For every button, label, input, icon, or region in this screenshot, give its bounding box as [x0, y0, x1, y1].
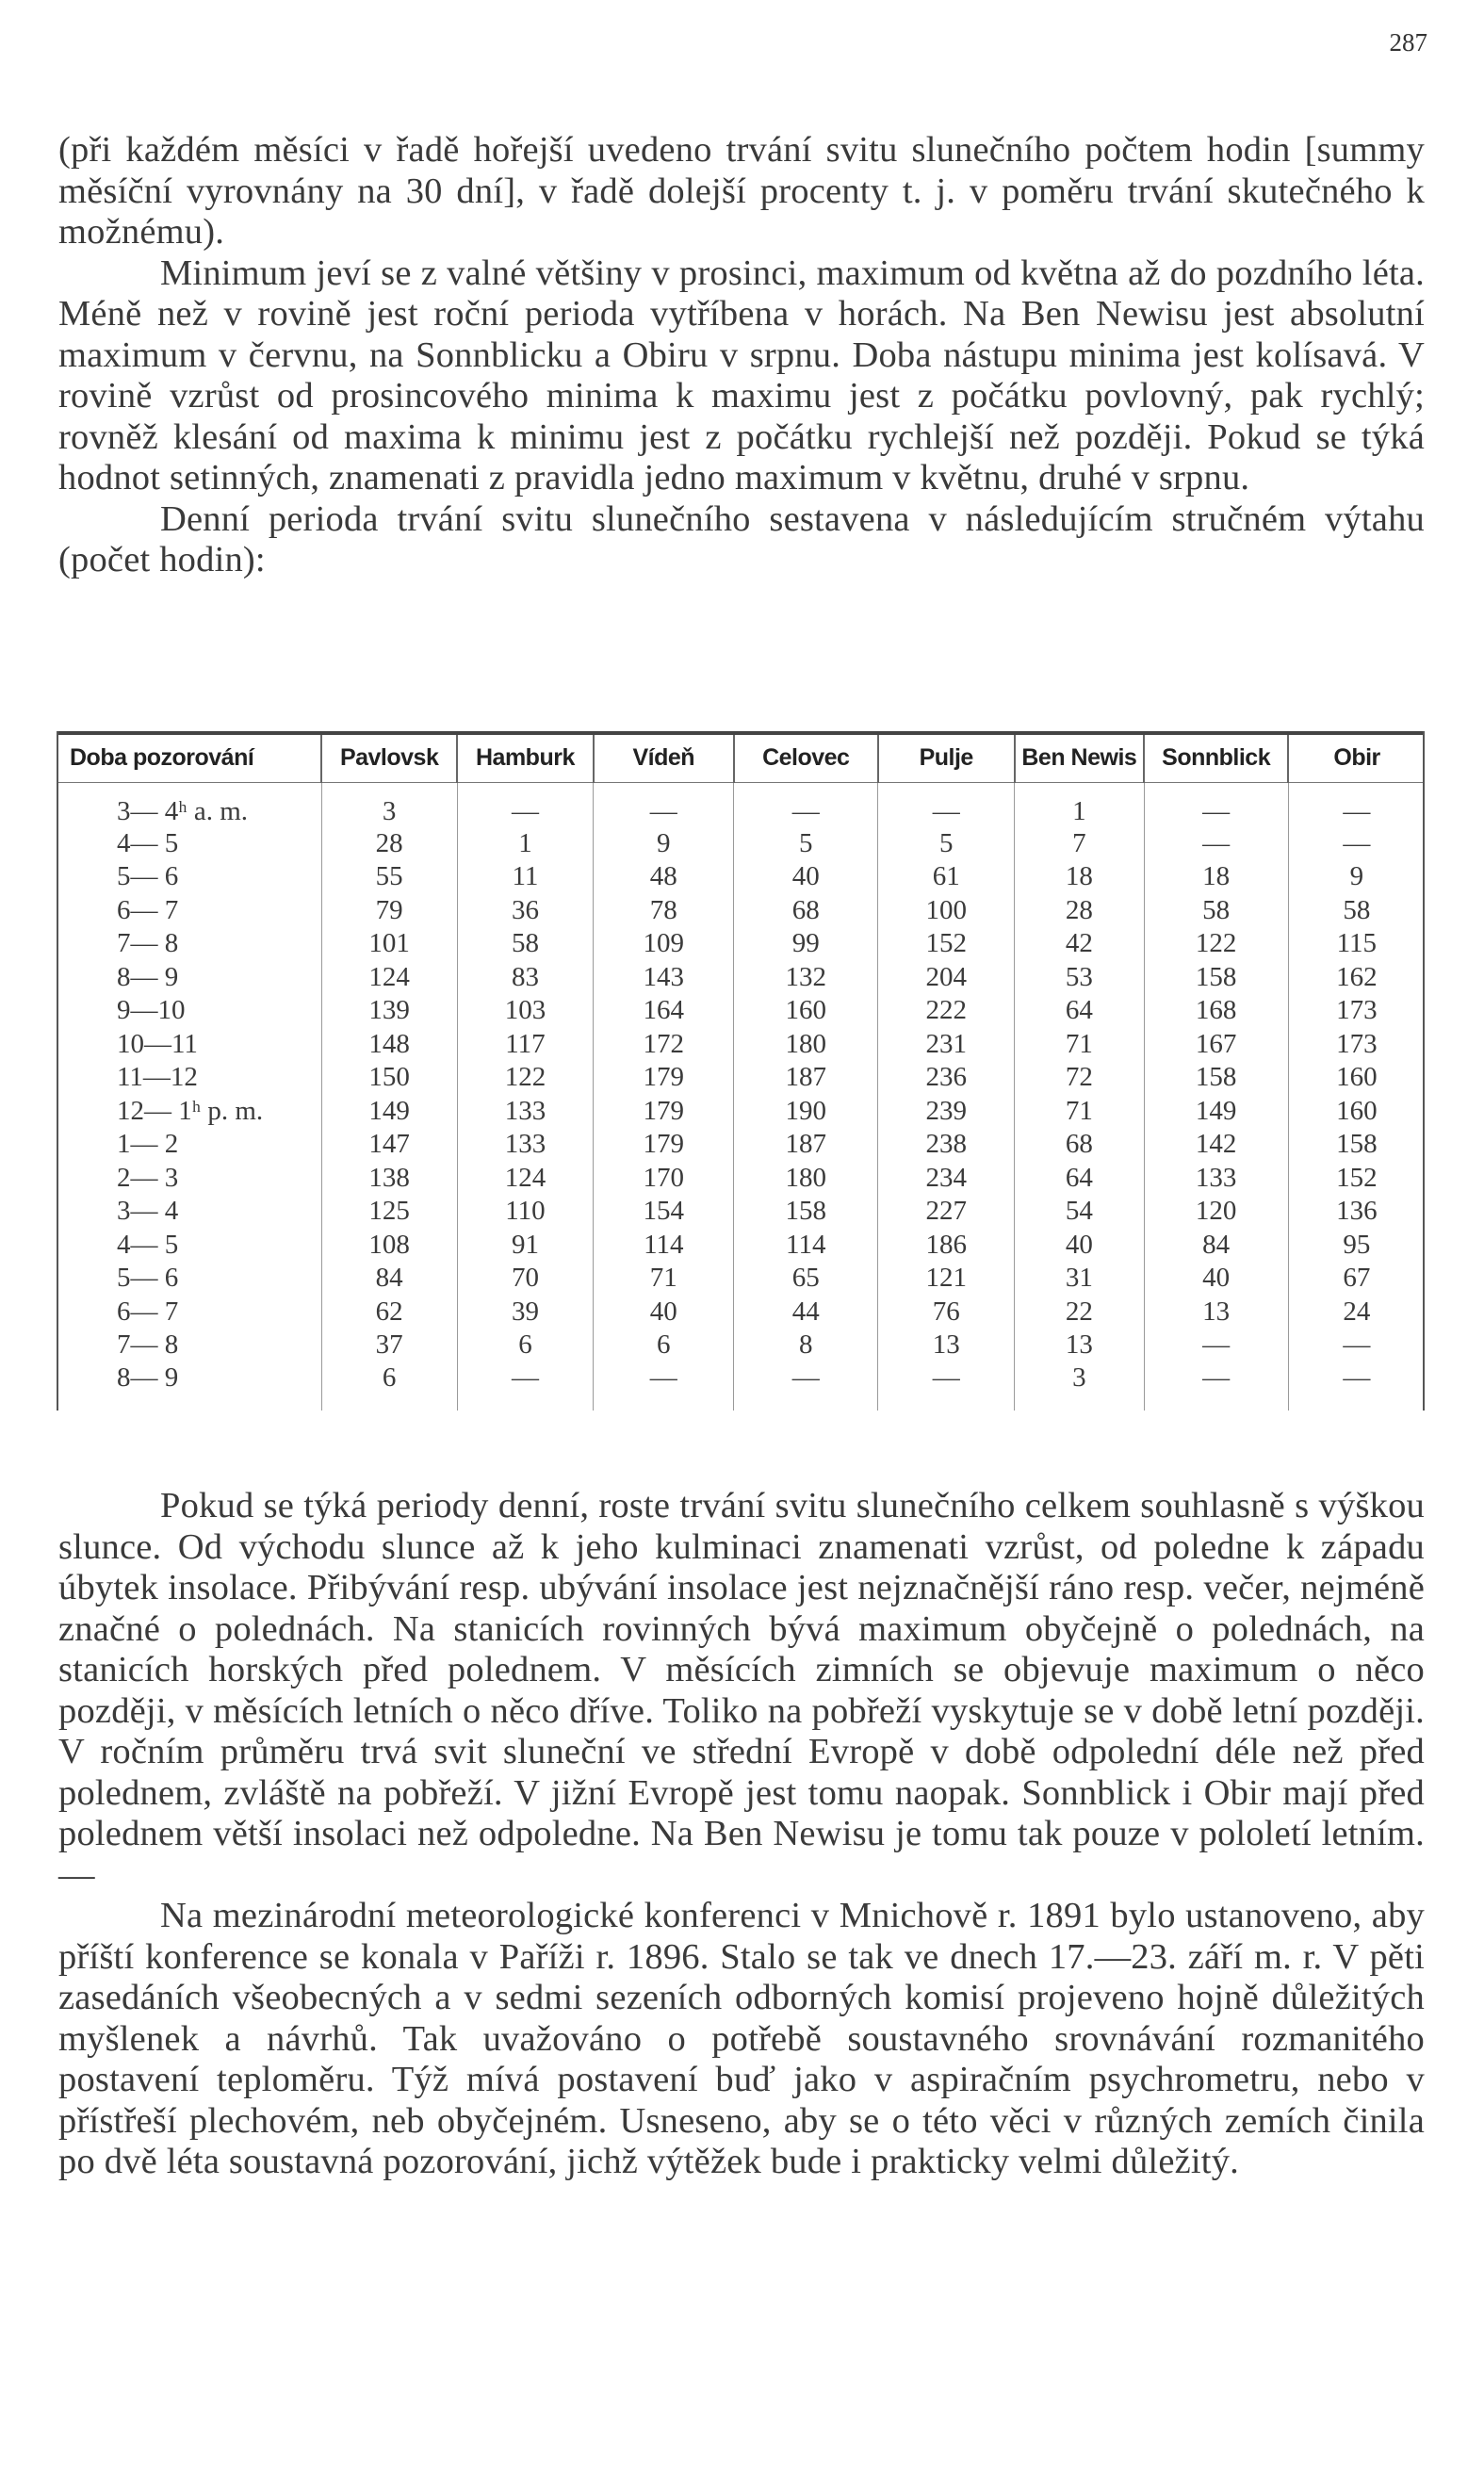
table-cell-value: 64 — [1015, 1162, 1145, 1196]
intro-paragraph-1: (při každém měsíci v řadě hořejší uvedeno trvání svitu slunečního počtem hodin [summy měsíční vyrovnány na 30 dní], v řadě dolejší procenty t. j. v poměru trvání skutečného k možnému). — [58, 130, 1425, 252]
table-cell-value: 122 — [457, 1061, 594, 1095]
table-cell-value: 179 — [594, 1128, 734, 1162]
table-cell-value: 64 — [1015, 994, 1145, 1028]
table-cell-time: 7— 8 — [117, 1329, 179, 1361]
table-cell-value: — — [1144, 1329, 1288, 1362]
table-cell-value: 58 — [1288, 894, 1425, 928]
table-row — [57, 1362, 1425, 1411]
col-header-pulje: Pulje — [878, 733, 1015, 782]
table-cell-value: — — [594, 782, 734, 827]
table-cell-value: 68 — [1015, 1128, 1145, 1162]
table-cell-time: 3— 4 — [117, 1196, 179, 1227]
table-cell-value: 147 — [321, 1128, 457, 1162]
table-cell-value: 48 — [594, 860, 734, 894]
col-header-ben-newis: Ben Newis — [1015, 733, 1145, 782]
outro-text — [58, 1486, 1425, 2183]
table-cell-value: 36 — [457, 894, 594, 928]
table-cell-value: 7 — [1015, 827, 1145, 861]
table-row — [57, 927, 1425, 961]
table-cell-value: 79 — [321, 894, 457, 928]
table-cell-value: — — [457, 1362, 594, 1411]
sunshine-table — [57, 731, 1425, 1411]
table-cell-value: 5 — [878, 827, 1015, 861]
col-header-time: Doba pozorování — [57, 733, 321, 782]
col-header-hamburk: Hamburk — [457, 733, 594, 782]
sunshine-hours-table — [57, 731, 1425, 1411]
table-cell-value: 149 — [1144, 1095, 1288, 1129]
table-cell-value: 238 — [878, 1128, 1015, 1162]
table-body — [57, 782, 1425, 1411]
table-cell-time: 2— 3 — [117, 1162, 179, 1193]
table-cell-value: 13 — [878, 1329, 1015, 1362]
table-cell-value: 162 — [1288, 961, 1425, 995]
table-cell-value: 39 — [457, 1296, 594, 1329]
table-cell-value: 187 — [734, 1061, 878, 1095]
table-cell-value: 9 — [1288, 860, 1425, 894]
table-cell-value: 95 — [1288, 1229, 1425, 1263]
table-cell-value: 58 — [457, 927, 594, 961]
table-cell-value: 13 — [1144, 1296, 1288, 1329]
table-cell-time: 5— 6 — [117, 861, 179, 892]
table-cell-value: 136 — [1288, 1195, 1425, 1229]
table-cell-value: 122 — [1144, 927, 1288, 961]
table-cell-value: 132 — [734, 961, 878, 995]
table-cell-time: 8— 9 — [117, 1362, 179, 1393]
table-right-rule — [1423, 731, 1425, 1411]
table-cell-value: 53 — [1015, 961, 1145, 995]
table-cell-value: 158 — [1144, 961, 1288, 995]
table-cell-value: — — [1144, 1362, 1288, 1411]
table-cell-value: 6 — [594, 1329, 734, 1362]
table-cell-value: 160 — [1288, 1095, 1425, 1129]
table-row — [57, 782, 1425, 827]
table-cell-value: 158 — [1288, 1128, 1425, 1162]
table-cell-value: — — [1144, 782, 1288, 827]
table-row — [57, 894, 1425, 928]
col-header-obir: Obir — [1288, 733, 1425, 782]
table-cell-value: 28 — [1015, 894, 1145, 928]
outro-paragraph-1: Pokud se týká periody denní, roste trvání svitu slunečního celkem souhlasně s výškou slunce. Od východu slunce až k jeho kulminaci znamenati vzrůst, od poledne k západu úbytek insolace. Přibývání resp. ubývání insolace jest nejznačnější ráno resp. večer, nejméně značné o polednách. Na stanicích rovinných bývá maximum obyčejně o polednách, na stanicích horských před polednem. V měsících zimních se objevuje maximum o něco později, v měsících letních o něco dříve. Toliko na pobřeží vyskytuje se v době letní později. V ročním průměru trvá svit sluneční ve střední Evropě v době odpolední déle než před polednem, zvláště na pobřeží. V jižní Evropě jest tomu naopak. Sonnblick i Obir mají před polednem větší insolaci než odpoledne. Na Ben Newisu je tomu tak pouze v pololetí letním. — — [58, 1486, 1425, 1895]
table-row — [57, 1128, 1425, 1162]
table-cell-value: 42 — [1015, 927, 1145, 961]
table-cell-value: 99 — [734, 927, 878, 961]
table-cell-value: 236 — [878, 1061, 1015, 1095]
table-cell-value: 55 — [321, 860, 457, 894]
table-cell-value: 180 — [734, 1162, 878, 1196]
table-row — [57, 1162, 1425, 1196]
table-row — [57, 1195, 1425, 1229]
table-cell-value: 101 — [321, 927, 457, 961]
table-cell-time: 4— 5 — [117, 827, 179, 858]
table-cell-value: 40 — [1015, 1229, 1145, 1263]
table-cell-value: — — [1288, 1329, 1425, 1362]
table-cell-value: — — [734, 1362, 878, 1411]
table-cell-value: 152 — [878, 927, 1015, 961]
table-cell-value: 173 — [1288, 1028, 1425, 1062]
table-cell-value: 11 — [457, 860, 594, 894]
table-cell-value: 108 — [321, 1229, 457, 1263]
table-cell-value: 83 — [457, 961, 594, 995]
table-cell-value: — — [457, 782, 594, 827]
table-cell-time: 10—11 — [117, 1028, 198, 1059]
col-header-pavlovsk: Pavlovsk — [321, 733, 457, 782]
table-row — [57, 1095, 1425, 1129]
table-header-row — [57, 733, 1425, 782]
table-cell-value: 170 — [594, 1162, 734, 1196]
table-cell-value: 40 — [594, 1296, 734, 1329]
table-cell-value: 18 — [1144, 860, 1288, 894]
table-cell-time: 4— 5 — [117, 1229, 179, 1260]
table-cell-value: 139 — [321, 994, 457, 1028]
table-cell-value: 158 — [1144, 1061, 1288, 1095]
table-cell-value: 173 — [1288, 994, 1425, 1028]
table-cell-value: 143 — [594, 961, 734, 995]
table-cell-value: 110 — [457, 1195, 594, 1229]
table-cell-value: — — [1144, 827, 1288, 861]
table-cell-value: 65 — [734, 1262, 878, 1296]
table-cell-value: 133 — [1144, 1162, 1288, 1196]
table-cell-value: 124 — [457, 1162, 594, 1196]
table-cell-value: 70 — [457, 1262, 594, 1296]
table-cell-value: 68 — [734, 894, 878, 928]
table-cell-time: 7— 8 — [117, 928, 179, 959]
table-cell-value: 133 — [457, 1128, 594, 1162]
table-row — [57, 827, 1425, 861]
table-cell-time: 11—12 — [117, 1062, 198, 1093]
table-cell-value: — — [878, 1362, 1015, 1411]
table-cell-value: 114 — [594, 1229, 734, 1263]
table-cell-value: — — [1288, 1362, 1425, 1411]
intro-paragraph-2: Minimum jeví se z valné většiny v prosinci, maximum od května až do pozdního léta. Méně než v rovině jest roční perioda vytříbena v horách. Na Ben Newisu jest absolutní maximum v červnu, na Sonnblicku a Obiru v srpnu. Doba nástupu minima jest kolísavá. V rovině vzrůst od prosincového minima k maximu jest z počátku povlovný, pak rychlý; rovněž klesání od maxima k minimu jest z počátku rychlejší než později. Pokud se týká hodnot setinných, znamenati z pravidla jedno maximum v květnu, druhé v srpnu. — [58, 253, 1425, 497]
table-cell-value: 5 — [734, 827, 878, 861]
table-cell-value: 186 — [878, 1229, 1015, 1263]
table-cell-value: 190 — [734, 1095, 878, 1129]
table-cell-value: — — [594, 1362, 734, 1411]
table-cell-value: 54 — [1015, 1195, 1145, 1229]
table-cell-value: 239 — [878, 1095, 1015, 1129]
table-cell-time: 5— 6 — [117, 1263, 179, 1294]
table-cell-value: 227 — [878, 1195, 1015, 1229]
table-cell-value: 222 — [878, 994, 1015, 1028]
table-cell-value: 1 — [457, 827, 594, 861]
table-cell-value: 22 — [1015, 1296, 1145, 1329]
table-cell-value: 133 — [457, 1095, 594, 1129]
table-cell-value: 187 — [734, 1128, 878, 1162]
table-cell-value: 9 — [594, 827, 734, 861]
table-cell-value: 40 — [1144, 1262, 1288, 1296]
table-cell-value: 234 — [878, 1162, 1015, 1196]
table-row — [57, 1329, 1425, 1362]
intro-text — [58, 130, 1425, 581]
table-cell-value: 31 — [1015, 1262, 1145, 1296]
table-cell-value: 24 — [1288, 1296, 1425, 1329]
table-cell-value: 158 — [734, 1195, 878, 1229]
table-cell-value: — — [1288, 827, 1425, 861]
table-row — [57, 1296, 1425, 1329]
table-cell-time: 9—10 — [117, 995, 186, 1026]
col-header-viden: Vídeň — [594, 733, 734, 782]
table-cell-value: 120 — [1144, 1195, 1288, 1229]
table-left-rule — [57, 731, 58, 1411]
table-cell-value: 115 — [1288, 927, 1425, 961]
table-row — [57, 1061, 1425, 1095]
table-cell-value: 71 — [1015, 1028, 1145, 1062]
col-header-celovec: Celovec — [734, 733, 878, 782]
table-cell-value: 71 — [594, 1262, 734, 1296]
table-cell-value: 61 — [878, 860, 1015, 894]
table-cell-value: 150 — [321, 1061, 457, 1095]
table-cell-value: 109 — [594, 927, 734, 961]
table-cell-time: 1— 2 — [117, 1129, 179, 1160]
table-cell-value: 103 — [457, 994, 594, 1028]
table-cell-value: 138 — [321, 1162, 457, 1196]
table-cell-time: 8— 9 — [117, 961, 179, 992]
table-cell-value: 84 — [321, 1262, 457, 1296]
table-cell-value: — — [1288, 782, 1425, 827]
table-cell-value: 6 — [321, 1362, 457, 1411]
table-row — [57, 1028, 1425, 1062]
table-cell-time: 6— 7 — [117, 894, 179, 925]
table-row — [57, 1229, 1425, 1263]
table-cell-value: 3 — [321, 782, 457, 827]
table-cell-value: 154 — [594, 1195, 734, 1229]
table-cell-value: 114 — [734, 1229, 878, 1263]
table-cell-value: 8 — [734, 1329, 878, 1362]
table-cell-value: 168 — [1144, 994, 1288, 1028]
table-cell-value: 13 — [1015, 1329, 1145, 1362]
table-cell-value: 164 — [594, 994, 734, 1028]
table-row — [57, 961, 1425, 995]
table-cell-value: 72 — [1015, 1061, 1145, 1095]
table-cell-value: 78 — [594, 894, 734, 928]
table-cell-value: 172 — [594, 1028, 734, 1062]
table-cell-value: — — [878, 782, 1015, 827]
table-cell-value: 37 — [321, 1329, 457, 1362]
table-cell-value: 149 — [321, 1095, 457, 1129]
outro-paragraph-2: Na mezinárodní meteorologické konferenci v Mnichově r. 1891 bylo ustanoveno, aby příští konference se konala v Paříži r. 1896. Stalo se tak ve dnech 17.—23. září m. r. V pěti zasedáních všeobecných a v sedmi sezeních odborných komisí projeveno hojně důležitých myšlenek a návrhů. Tak uvažováno o potřebě soustavného srovnávání rozmanitého postavení teploměru. Týž mívá postavení buď jako v aspiračním psychrometru, nebo v přístřeší plechovém, neb obyčejném. Usneseno, aby se o této věci v různých zemích činila po dvě léta soustavná pozorování, jichž výtěžek bude i prakticky velmi důležitý. — [58, 1896, 1425, 2181]
table-cell-value: 84 — [1144, 1229, 1288, 1263]
table-cell-value: 148 — [321, 1028, 457, 1062]
table-cell-value: 62 — [321, 1296, 457, 1329]
table-cell-value: 180 — [734, 1028, 878, 1062]
table-cell-value: 1 — [1015, 782, 1145, 827]
table-row — [57, 860, 1425, 894]
table-cell-time: 6— 7 — [117, 1296, 179, 1327]
table-cell-value: 204 — [878, 961, 1015, 995]
table-cell-value: 152 — [1288, 1162, 1425, 1196]
table-cell-value: 44 — [734, 1296, 878, 1329]
table-cell-value: 28 — [321, 827, 457, 861]
table-cell-value: 231 — [878, 1028, 1015, 1062]
table-cell-value: 160 — [1288, 1061, 1425, 1095]
table-cell-value: 18 — [1015, 860, 1145, 894]
page-number: 287 — [1389, 28, 1427, 57]
table-row — [57, 994, 1425, 1028]
table-cell-value: 40 — [734, 860, 878, 894]
table-cell-time: 12— 1ʰ p. m. — [117, 1095, 264, 1126]
table-cell-value: 3 — [1015, 1362, 1145, 1411]
table-cell-value: 179 — [594, 1061, 734, 1095]
col-header-sonnblick: Sonnblick — [1144, 733, 1288, 782]
table-cell-value: 76 — [878, 1296, 1015, 1329]
table-cell-value: 124 — [321, 961, 457, 995]
table-row — [57, 1262, 1425, 1296]
table-cell-value: 117 — [457, 1028, 594, 1062]
table-cell-value: 6 — [457, 1329, 594, 1362]
table-cell-value: 142 — [1144, 1128, 1288, 1162]
table-cell-value: 167 — [1144, 1028, 1288, 1062]
table-cell-value: 121 — [878, 1262, 1015, 1296]
table-cell-value: 91 — [457, 1229, 594, 1263]
intro-paragraph-3: Denní perioda trvání svitu slunečního sestavena v následujícím stručném výtahu (počet hodin): — [58, 498, 1425, 579]
table-cell-time: 3— 4ʰ a. m. — [117, 795, 248, 826]
table-cell-value: 125 — [321, 1195, 457, 1229]
table-cell-value: 58 — [1144, 894, 1288, 928]
table-cell-value: 67 — [1288, 1262, 1425, 1296]
table-cell-value: 160 — [734, 994, 878, 1028]
table-cell-value: 71 — [1015, 1095, 1145, 1129]
table-cell-value: 179 — [594, 1095, 734, 1129]
table-cell-value: — — [734, 782, 878, 827]
table-cell-value: 100 — [878, 894, 1015, 928]
